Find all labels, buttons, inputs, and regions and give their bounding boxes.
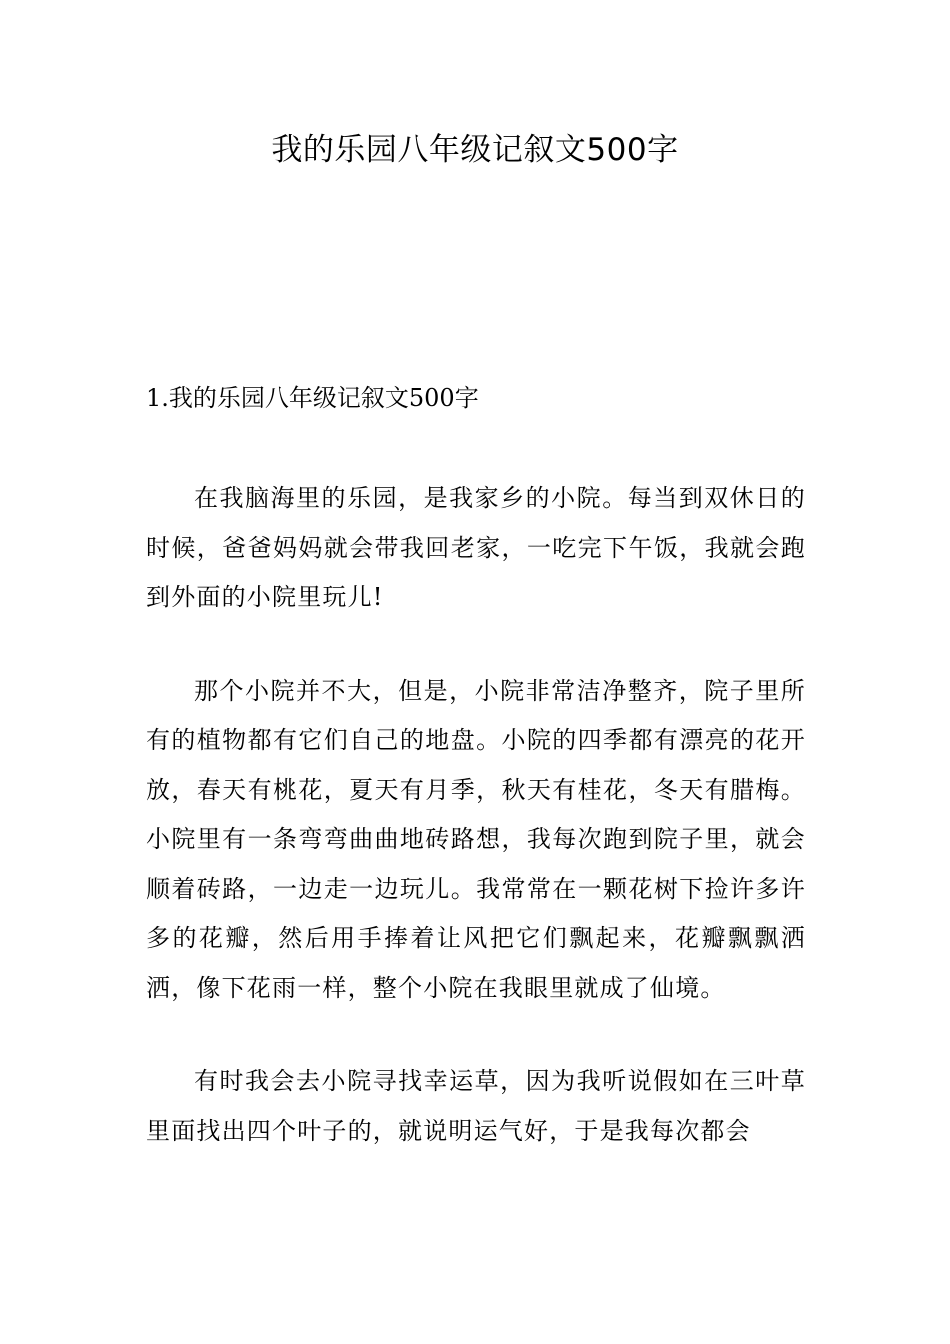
paragraph-1: 在我脑海里的乐园，是我家乡的小院。每当到双休日的时候，爸爸妈妈就会带我回老家，一吃完下午饭，我就会跑到外面的小院里玩儿! [146,484,806,611]
paragraph-3: 有时我会去小院寻找幸运草，因为我听说假如在三叶草里面找出四个叶子的，就说明运气好，于是我每次都会 [146,1067,806,1145]
paragraph-2: 那个小院并不大，但是，小院非常洁净整齐，院子里所有的植物都有它们自己的地盘。小院的四季都有漂亮的花开放，春天有桃花，夏天有月季，秋天有桂花，冬天有腊梅。小院里有一条弯弯曲曲地砖路想，我每次跑到院子里，就会顺着砖路，一边走一边玩儿。我常常在一颗花树下捡许多许多的花瓣，然后用手捧着让风把它们飘起来，花瓣飘飘洒洒，像下花雨一样，整个小院在我眼里就成了仙境。 [146,676,806,1002]
body-text [146,474,806,1200]
section-heading: 1.我的乐园八年级记叙文500字 [146,384,479,412]
document-title: 我的乐园八年级记叙文500字 [271,132,679,168]
